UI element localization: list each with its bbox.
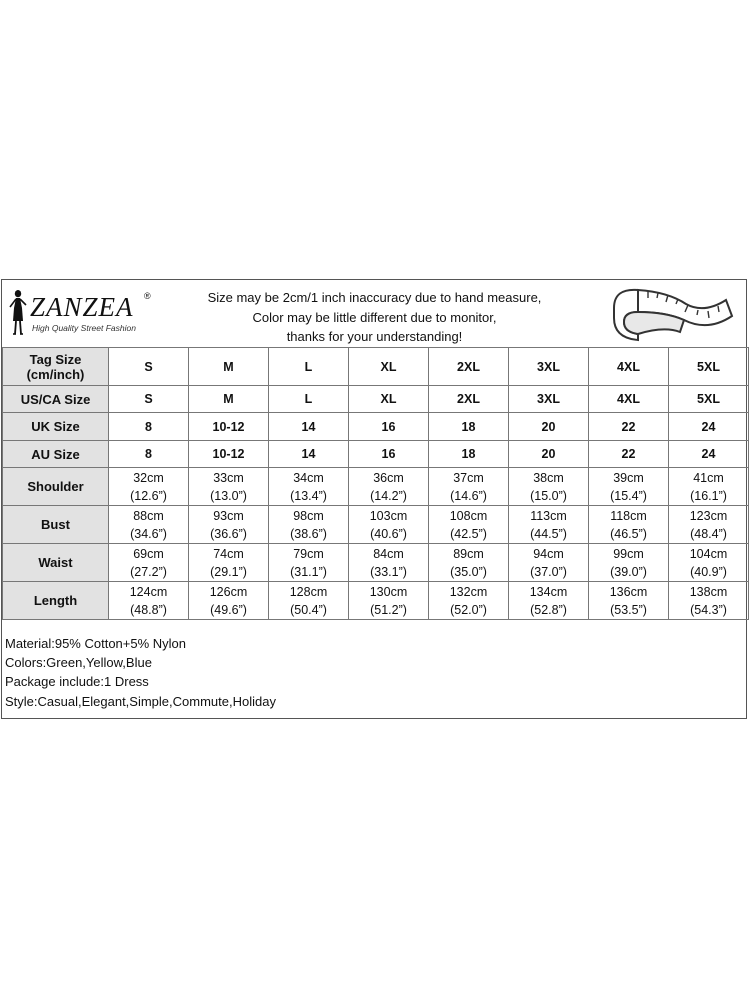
tag-size-header: Tag Size (cm/inch) [3,348,109,386]
waist-cell: 84cm (33.1”) [349,544,429,582]
product-details [5,634,276,711]
style-text: Style:Casual,Elegant,Simple,Commute,Holiday [5,693,276,709]
length-cell: 132cm (52.0”) [429,582,509,620]
us-ca-size-cell: 2XL [429,386,509,413]
tag-size-cell: 4XL [589,348,669,386]
au-size-header: AU Size [3,441,109,468]
us-ca-size-cell: M [189,386,269,413]
au-size-cell: 8 [109,441,189,468]
brand-name: ZANZEA [30,292,134,322]
shoulder-cell: 38cm (15.0”) [509,468,589,506]
uk-size-cell: 20 [509,413,589,441]
us-ca-size-cell: S [109,386,189,413]
package-text: Package include:1 Dress [5,674,149,690]
shoulder-cell: 32cm (12.6”) [109,468,189,506]
waist-cell: 79cm (31.1”) [269,544,349,582]
waist-cell: 69cm (27.2”) [109,544,189,582]
bust-header: Bust [3,506,109,544]
waist-header: Waist [3,544,109,582]
shoulder-cell: 33cm (13.0”) [189,468,269,506]
size-table [2,347,749,620]
uk-size-cell: 10-12 [189,413,269,441]
length-cell: 138cm (54.3”) [669,582,749,620]
tag-size-cell: S [109,348,189,386]
length-cell: 130cm (51.2”) [349,582,429,620]
colors-text: Colors:Green,Yellow,Blue [5,655,152,671]
waist-cell: 94cm (37.0”) [509,544,589,582]
length-cell: 136cm (53.5”) [589,582,669,620]
tag-size-cell: 5XL [669,348,749,386]
au-size-cell: 24 [669,441,749,468]
waist-cell: 89cm (35.0”) [429,544,509,582]
uk-size-cell: 8 [109,413,189,441]
shoulder-cell: 39cm (15.4”) [589,468,669,506]
uk-size-header: UK Size [3,413,109,441]
shoulder-cell: 36cm (14.2”) [349,468,429,506]
bust-cell: 118cm (46.5”) [589,506,669,544]
length-cell: 124cm (48.8”) [109,582,189,620]
shoulder-cell: 41cm (16.1”) [669,468,749,506]
measuring-tape-icon [608,282,738,344]
uk-size-cell: 24 [669,413,749,441]
material-text: Material:95% Cotton+5% Nylon [5,636,187,651]
bust-cell: 113cm (44.5”) [509,506,589,544]
uk-size-cell: 16 [349,413,429,441]
notice-line: Color may be little different due to monitor, [252,309,497,325]
notice-line: Size may be 2cm/1 inch inaccuracy due to hand measure, [207,290,542,305]
brand-tagline: High Quality Street Fashion [32,323,136,333]
uk-size-cell: 18 [429,413,509,441]
us-ca-size-cell: 5XL [669,386,749,413]
uk-size-cell: 22 [589,413,669,441]
tag-size-cell: 3XL [509,348,589,386]
length-cell: 128cm (50.4”) [269,582,349,620]
us-ca-size-cell: 4XL [589,386,669,413]
waist-cell: 74cm (29.1”) [189,544,269,582]
waist-cell: 104cm (40.9”) [669,544,749,582]
tag-size-cell: 2XL [429,348,509,386]
uk-size-cell: 14 [269,413,349,441]
au-size-cell: 20 [509,441,589,468]
shoulder-cell: 37cm (14.6”) [429,468,509,506]
au-size-cell: 14 [269,441,349,468]
table-row [3,468,749,506]
table-row [3,441,749,468]
brand-logo [6,288,166,343]
us-ca-size-cell: 3XL [509,386,589,413]
table-row [3,348,749,386]
us-ca-size-cell: L [269,386,349,413]
bust-cell: 123cm (48.4”) [669,506,749,544]
size-chart-header [2,280,746,347]
length-header: Length [3,582,109,620]
waist-cell: 99cm (39.0”) [589,544,669,582]
table-row [3,544,749,582]
table-row [3,413,749,441]
fashion-model-icon [6,288,30,338]
bust-cell: 103cm (40.6”) [349,506,429,544]
au-size-cell: 16 [349,441,429,468]
us-ca-size-header: US/CA Size [3,386,109,413]
shoulder-cell: 34cm (13.4”) [269,468,349,506]
table-row [3,582,749,620]
bust-cell: 93cm (36.6”) [189,506,269,544]
length-cell: 126cm (49.6”) [189,582,269,620]
table-row [3,386,749,413]
shoulder-header: Shoulder [3,468,109,506]
measurement-notice [172,288,577,347]
notice-line: thanks for your understanding! [286,329,463,344]
registered-mark: ® [144,291,151,301]
au-size-cell: 10-12 [189,441,269,468]
size-chart-card [1,279,747,719]
tag-size-cell: M [189,348,269,386]
table-row [3,506,749,544]
bust-cell: 88cm (34.6”) [109,506,189,544]
bust-cell: 98cm (38.6”) [269,506,349,544]
tag-size-cell: XL [349,348,429,386]
bust-cell: 108cm (42.5”) [429,506,509,544]
au-size-cell: 18 [429,441,509,468]
au-size-cell: 22 [589,441,669,468]
length-cell: 134cm (52.8”) [509,582,589,620]
us-ca-size-cell: XL [349,386,429,413]
tag-size-cell: L [269,348,349,386]
